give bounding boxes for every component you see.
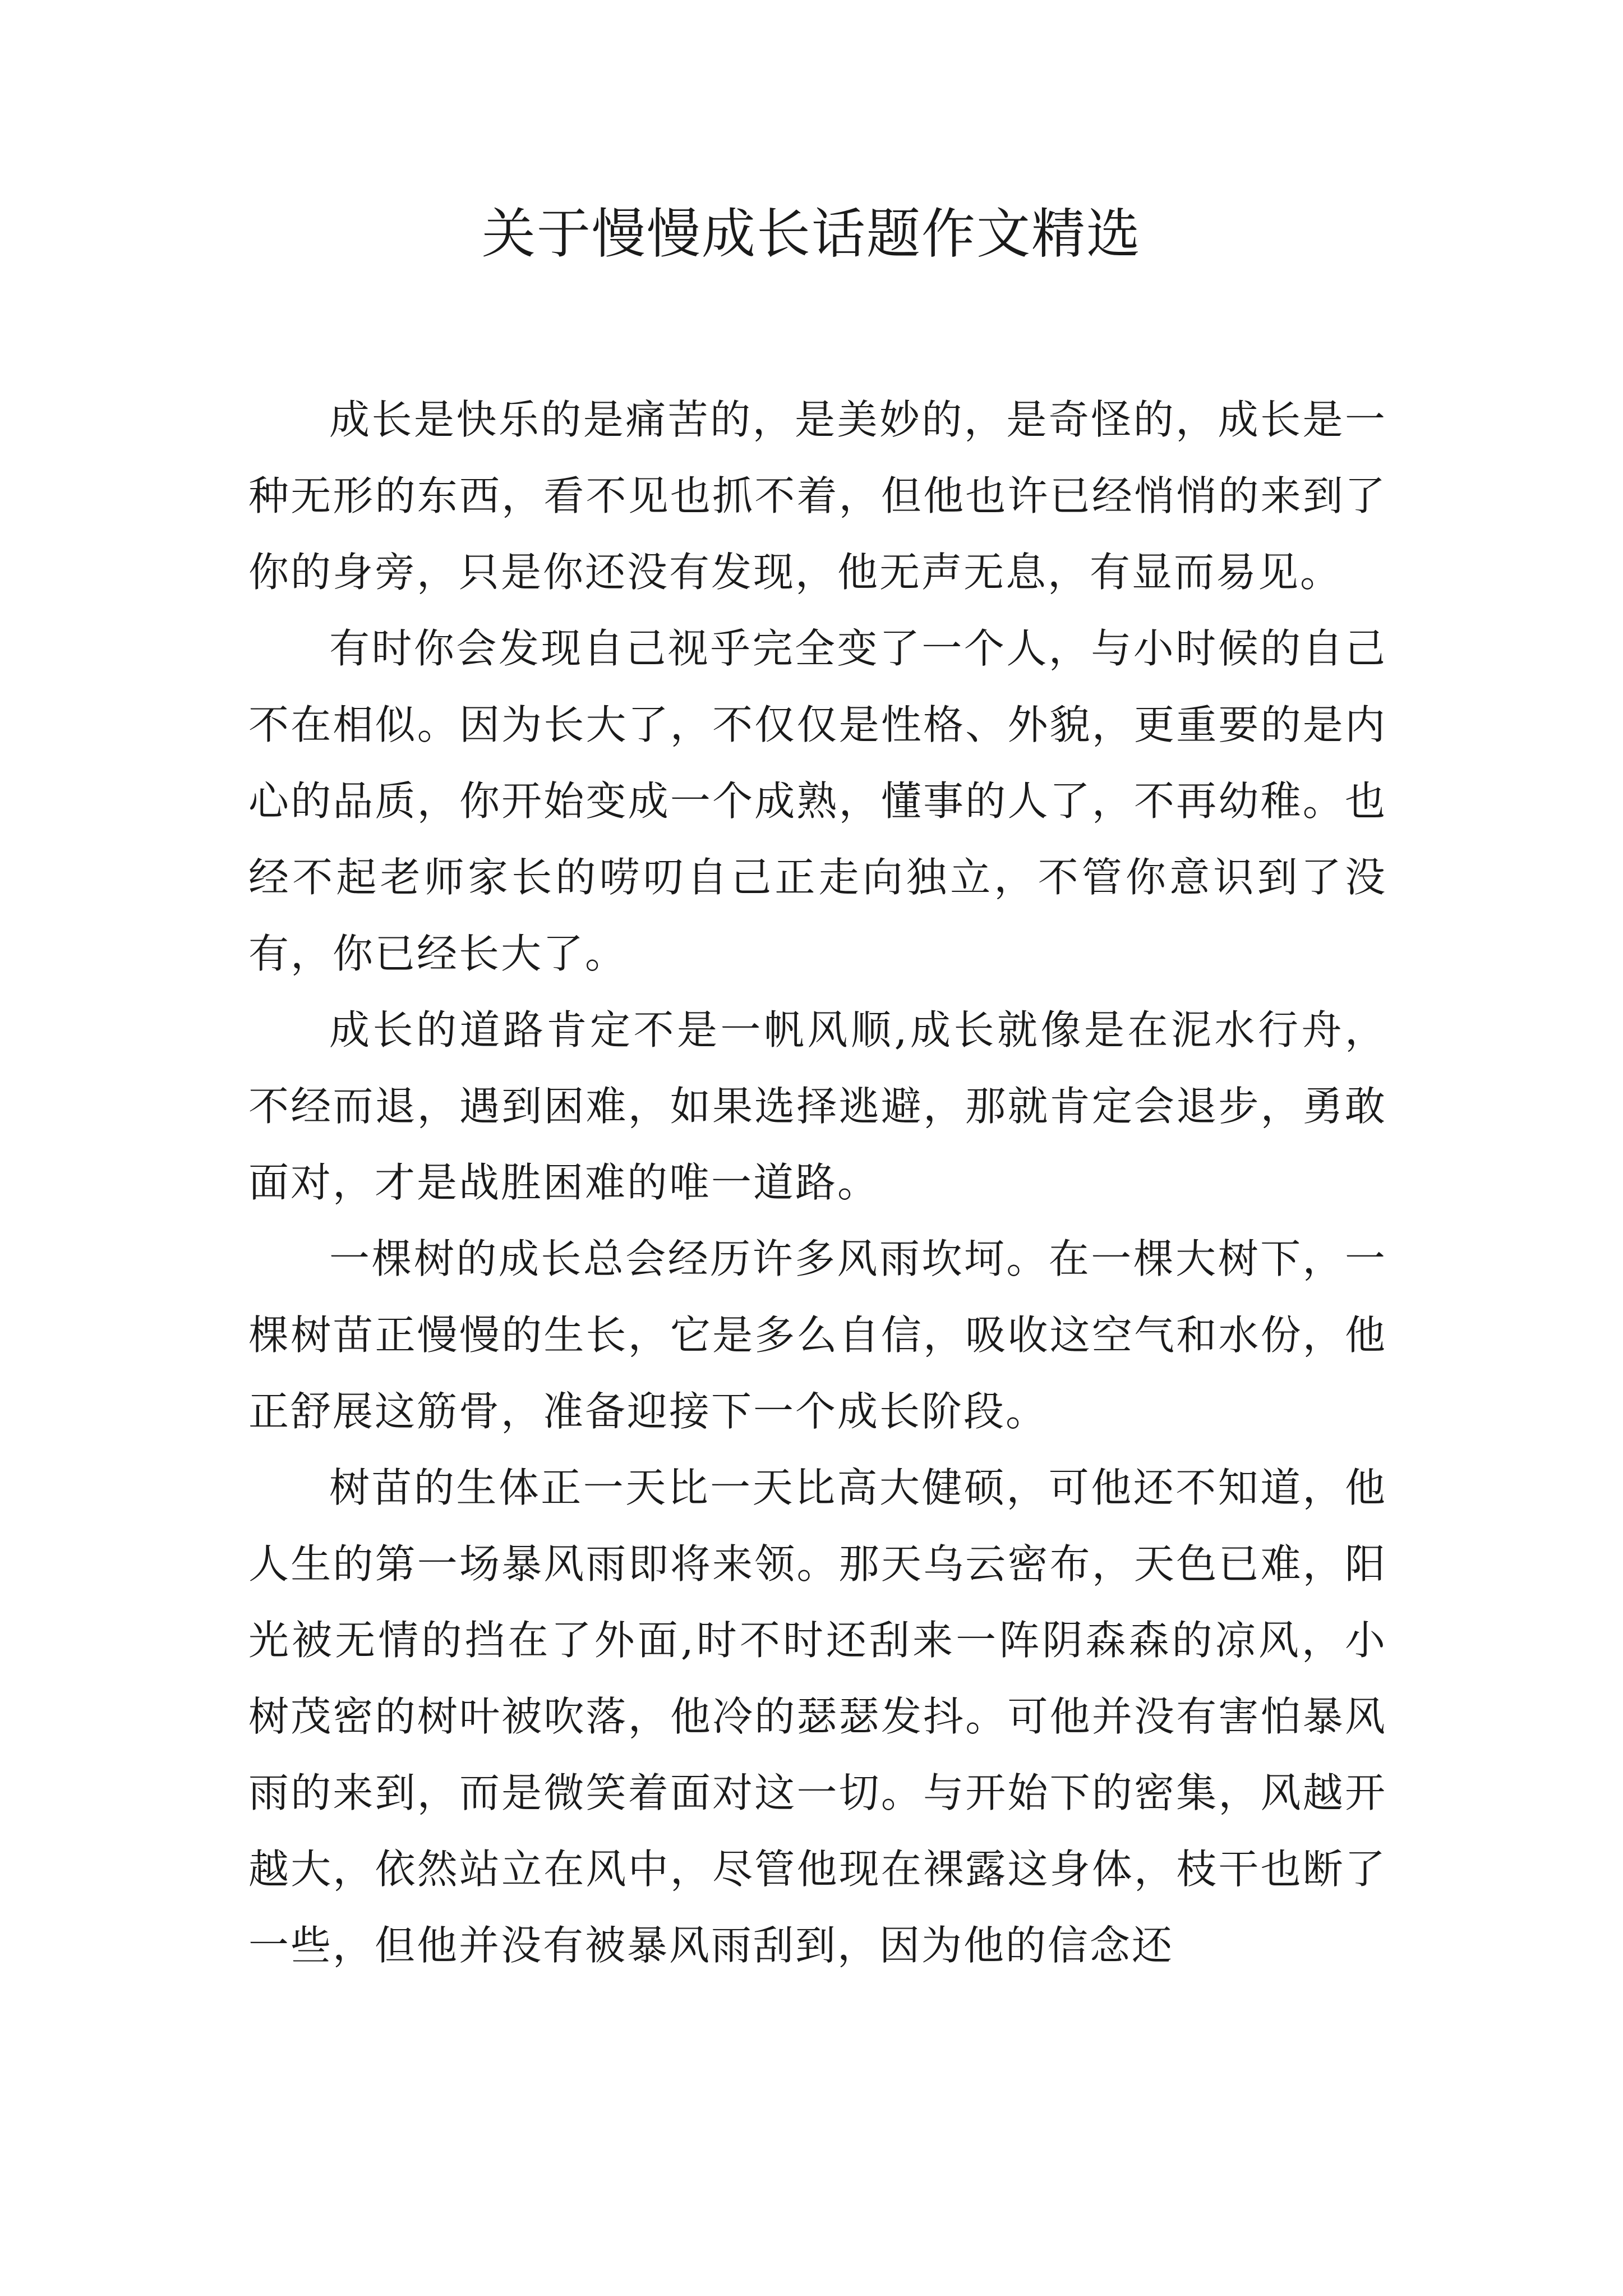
document-body [248,381,1387,1984]
paragraph-2: 有时你会发现自己视乎完全变了一个人，与小时候的自己不在相似。因为长大了，不仅仅是性格、外貌，更重要的是内心的品质，你开始变成一个成熟，懂事的人了，不再幼稚。也经不起老师家长的唠叨自己正走向独立，不管你意识到了没有，你已经长大了。 [248,625,1387,977]
paragraph-5: 树苗的生体正一天比一天比高大健硕，可他还不知道，他人生的第一场暴风雨即将来领。那天乌云密布，天色已难，阳光被无情的挡在了外面,时不时还刮来一阵阴森森的凉风，小树茂密的树叶被吹落，他冷的瑟瑟发抖。可他并没有害怕暴风雨的来到，而是微笑着面对这一切。与开始下的密集，风越开越大，依然站立在风中，尽管他现在裸露这身体，枝干也断了一些，但他并没有被暴风雨刮到，因为他的信念还 [248,1464,1387,1969]
document-title: 关于慢慢成长话题作文精选 [482,203,1141,265]
paragraph-3: 成长的道路肯定不是一帆风顺,成长就像是在泥水行舟，不经而退，遇到困难，如果选择逃避，那就肯定会退步，勇敢面对，才是战胜困难的唯一道路。 [248,1006,1387,1206]
paragraph-1: 成长是快乐的是痛苦的，是美妙的，是奇怪的，成长是一种无形的东西，看不见也抓不着，但他也许已经悄悄的来到了你的身旁，只是你还没有发现，他无声无息，有显而易见。 [248,396,1387,596]
paragraph-4: 一棵树的成长总会经历许多风雨坎坷。在一棵大树下，一棵树苗正慢慢的生长，它是多么自信，吸收这空气和水份，他正舒展这筋骨，准备迎接下一个成长阶段。 [248,1235,1387,1435]
